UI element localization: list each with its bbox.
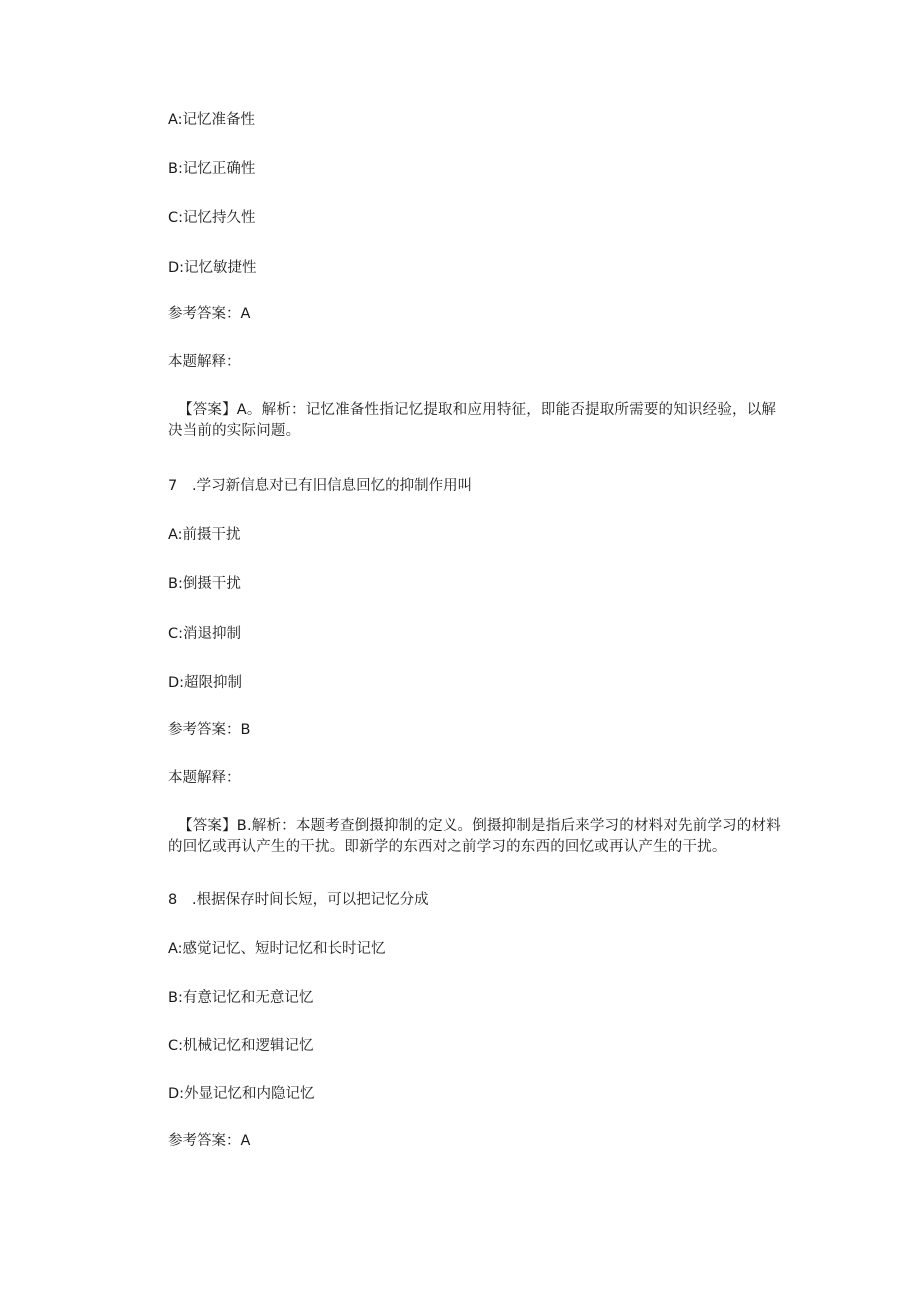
- q7-answer: 参考答案：B: [168, 722, 251, 738]
- q7-explanation-label: 本题解释：: [168, 770, 241, 786]
- q8-option-a: A:感觉记忆、短时记忆和长时记忆: [168, 941, 386, 957]
- q6-explanation: 【答案】A。解析：记忆准备性指记忆提取和应用特征，即能否提取所需要的知识经验，以解决当前的实际问题。: [168, 402, 777, 439]
- q8-question-line: [168, 890, 429, 910]
- q8-number: 8: [168, 892, 178, 908]
- q6-answer: 参考答案：A: [168, 306, 251, 322]
- q8-option-c: C:机械记忆和逻辑记忆: [168, 1038, 314, 1054]
- q7-option-c: C:消退抑制: [168, 626, 242, 642]
- q8-answer: 参考答案：A: [168, 1133, 251, 1149]
- q6-option-a: A:记忆准备性: [168, 112, 256, 128]
- q6-option-b: B:记忆正确性: [168, 161, 256, 177]
- q7-question: .学习新信息对已有旧信息回忆的抑制作用叫: [192, 478, 473, 494]
- q6-explanation-label: 本题解释：: [168, 354, 241, 370]
- q8-question: .根据保存时间长短，可以把记忆分成: [192, 892, 429, 908]
- q6-option-c: C:记忆持久性: [168, 210, 256, 226]
- q7-option-d: D:超限抑制: [168, 675, 243, 691]
- q8-option-b: B:有意记忆和无意记忆: [168, 990, 314, 1006]
- q6-option-d: D:记忆敏捷性: [168, 260, 257, 276]
- q7-number: 7: [168, 478, 178, 494]
- q7-option-b: B:倒摄干扰: [168, 576, 241, 592]
- q7-option-a: A:前摄干扰: [168, 527, 241, 543]
- q7-explanation: 【答案】B.解析：本题考查倒摄抑制的定义。倒摄抑制是指后来学习的材料对先前学习的材料的回忆或再认产生的干扰。即新学的东西对之前学习的东西的回忆或再认产生的干扰。: [168, 818, 781, 855]
- q8-option-d: D:外显记忆和内隐记忆: [168, 1086, 315, 1102]
- q7-question-line: [168, 476, 472, 496]
